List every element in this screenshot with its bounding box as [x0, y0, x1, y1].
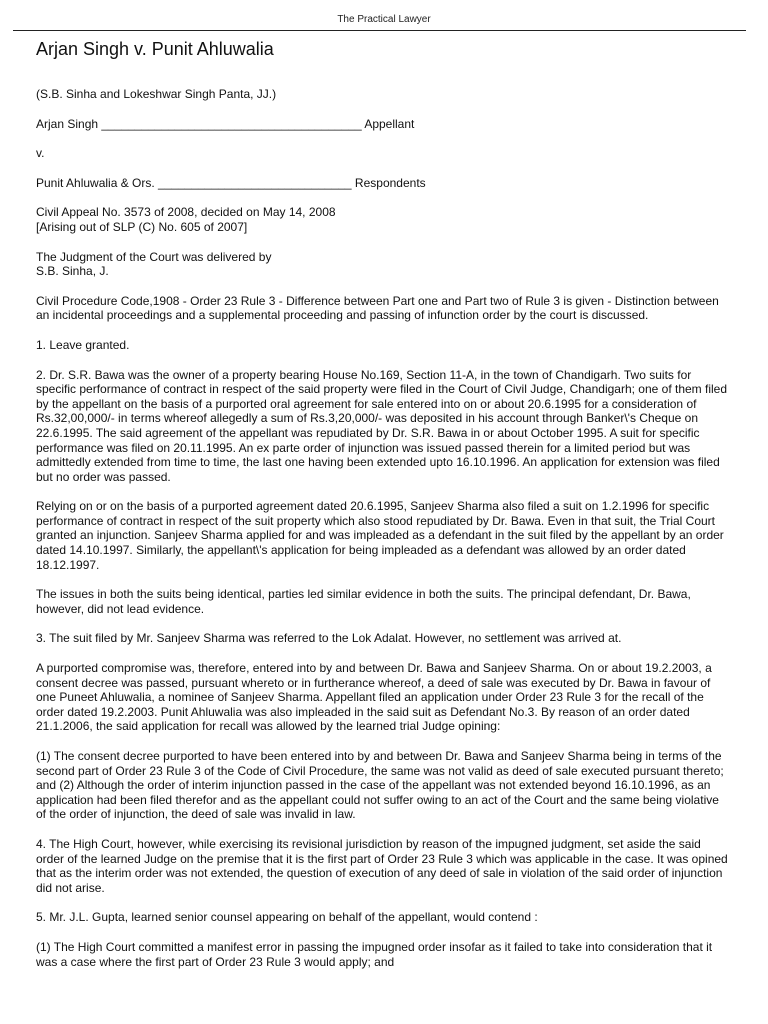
judge-name: S.B. Sinha, J. — [36, 264, 109, 279]
paragraph-1: 1. Leave granted. — [36, 337, 130, 352]
paragraph-3-compromise: A purported compromise was, therefore, entered into by and between Dr. Bawa and Sanjeev Sharma. On or about 19.2.2003, a consent decree was passed, pursuant whereto or in furtherance whereof, a deed of sale was executed by Dr. Bawa in favour of one Puneet Ahluwalia, a nominee of Sanjeev Sharma. Appellant filed an application under Order 23 Rule 3 for the recall of the order dated 19.2.2003. Punit Ahluwalia was also impleaded in the said suit as Defendant No.3. By reason of an order dated 21.1.2006, the said application for recall was allowed by the learned trial Judge opining: — [36, 661, 712, 734]
appeal-number: Civil Appeal No. 3573 of 2008, decided on May 14, 2008 — [36, 205, 336, 220]
paragraph-3-findings: (1) The consent decree purported to have been entered into by and between Dr. Bawa and Sanjeev Sharma being in terms of the second part of Order 23 Rule 3 of the Code of Civil Procedure, the same was not valid as deed of sale executed pursuant thereto; and (2) Although the order of interim injunction passed in the case of the appellant was not extended beyond 16.10.1996, as an application had been filed therefor and as the appellant could not suffer owing to an act of the Court and the same being violative of the order of injunction, the deed of sale was invalid in law. — [36, 749, 724, 822]
paragraph-5: 5. Mr. J.L. Gupta, learned senior counsel appearing on behalf of the appellant, would contend : — [36, 910, 538, 925]
paragraph-2-continued: Relying on or on the basis of a purported agreement dated 20.6.1995, Sanjeev Sharma also filed a suit on 1.2.1996 for specific performance of contract in respect of the suit property which also stood repudiated by Dr. Bawa. Even in that suit, the Trial Court granted an injunction. Sanjeev Sharma applied for and was impleaded as a defendant in the suit filed by the appellant by an order dated 14.10.1997. Similarly, the appellant\'s application for being impleaded as a defendant was allowed by an order dated 18.12.1997. — [36, 499, 724, 572]
paragraph-2: 2. Dr. S.R. Bawa was the owner of a property bearing House No.169, Section 11-A, in the town of Chandigarh. Two suits for specific performance of contract in respect of the said property were filed in the Court of Civil Judge, Chandigarh; one of them filed by the appellant on the basis of a purported oral agreement for sale entered into on or about 20.6.1995 for a consideration of Rs.32,00,000/- in terms whereof allegedly a sum of Rs.3,20,000/- was deposited in his account through Banker\'s Cheque on 22.6.1995. The said agreement of the appellant was repudiated by Dr. S.R. Bawa in or about October 1995. A suit for specific performance was filed on 20.11.1995. An ex parte order of injunction was issued passed therein for a limited period but was admittedly extended from time to time, the last one having been extended upto 16.10.1996. An application for extension was filed but no order was passed. — [36, 367, 728, 484]
paragraph-5-point-1: (1) The High Court committed a manifest error in passing the impugned order insofar as it failed to take into consideration that it was a case where the first part of Order 23 Rule 3 would apply; and — [36, 939, 713, 969]
versus: v. — [36, 146, 45, 161]
paragraph-2-issues: The issues in both the suits being identical, parties led similar evidence in both the suits. The principal defendant, Dr. Bawa, however, did not lead evidence. — [36, 587, 691, 616]
paragraph-3: 3. The suit filed by Mr. Sanjeev Sharma was referred to the Lok Adalat. However, no settlement was arrived at. — [36, 631, 622, 646]
respondents-line: Punit Ahluwalia & Ors. _____________________________ Respondents — [36, 175, 426, 190]
running-header: The Practical Lawyer — [337, 14, 431, 25]
arising-from: [Arising out of SLP (C) No. 605 of 2007] — [36, 219, 248, 234]
bench: (S.B. Sinha and Lokeshwar Singh Panta, JJ.) — [36, 87, 277, 101]
header-divider — [13, 30, 746, 31]
document-body — [36, 38, 728, 984]
case-title: Arjan Singh v. Punit Ahluwalia — [36, 39, 274, 59]
headnote: Civil Procedure Code,1908 - Order 23 Rule 3 - Difference between Part one and Part two of Rule 3 is given - Distinction between an incidental proceedings and a supplemental proceeding and passing of infunction order by the court is discussed. — [36, 293, 719, 323]
paragraph-4: 4. The High Court, however, while exercising its revisional jurisdiction by reason of the impugned judgment, set aside the said order of the learned Judge on the premise that it is the first part of Order 23 Rule 3 which was applicable in the case. It was opined that as the interim order was not extended, the question of execution of any deed of sale in violation of the said order of injunction did not arise. — [36, 836, 728, 895]
appellant-line: Arjan Singh _______________________________________ Appellant — [36, 116, 415, 131]
case-citation — [36, 205, 728, 234]
judgment-intro: The Judgment of the Court was delivered by — [36, 249, 272, 264]
judgment-author — [36, 250, 728, 279]
